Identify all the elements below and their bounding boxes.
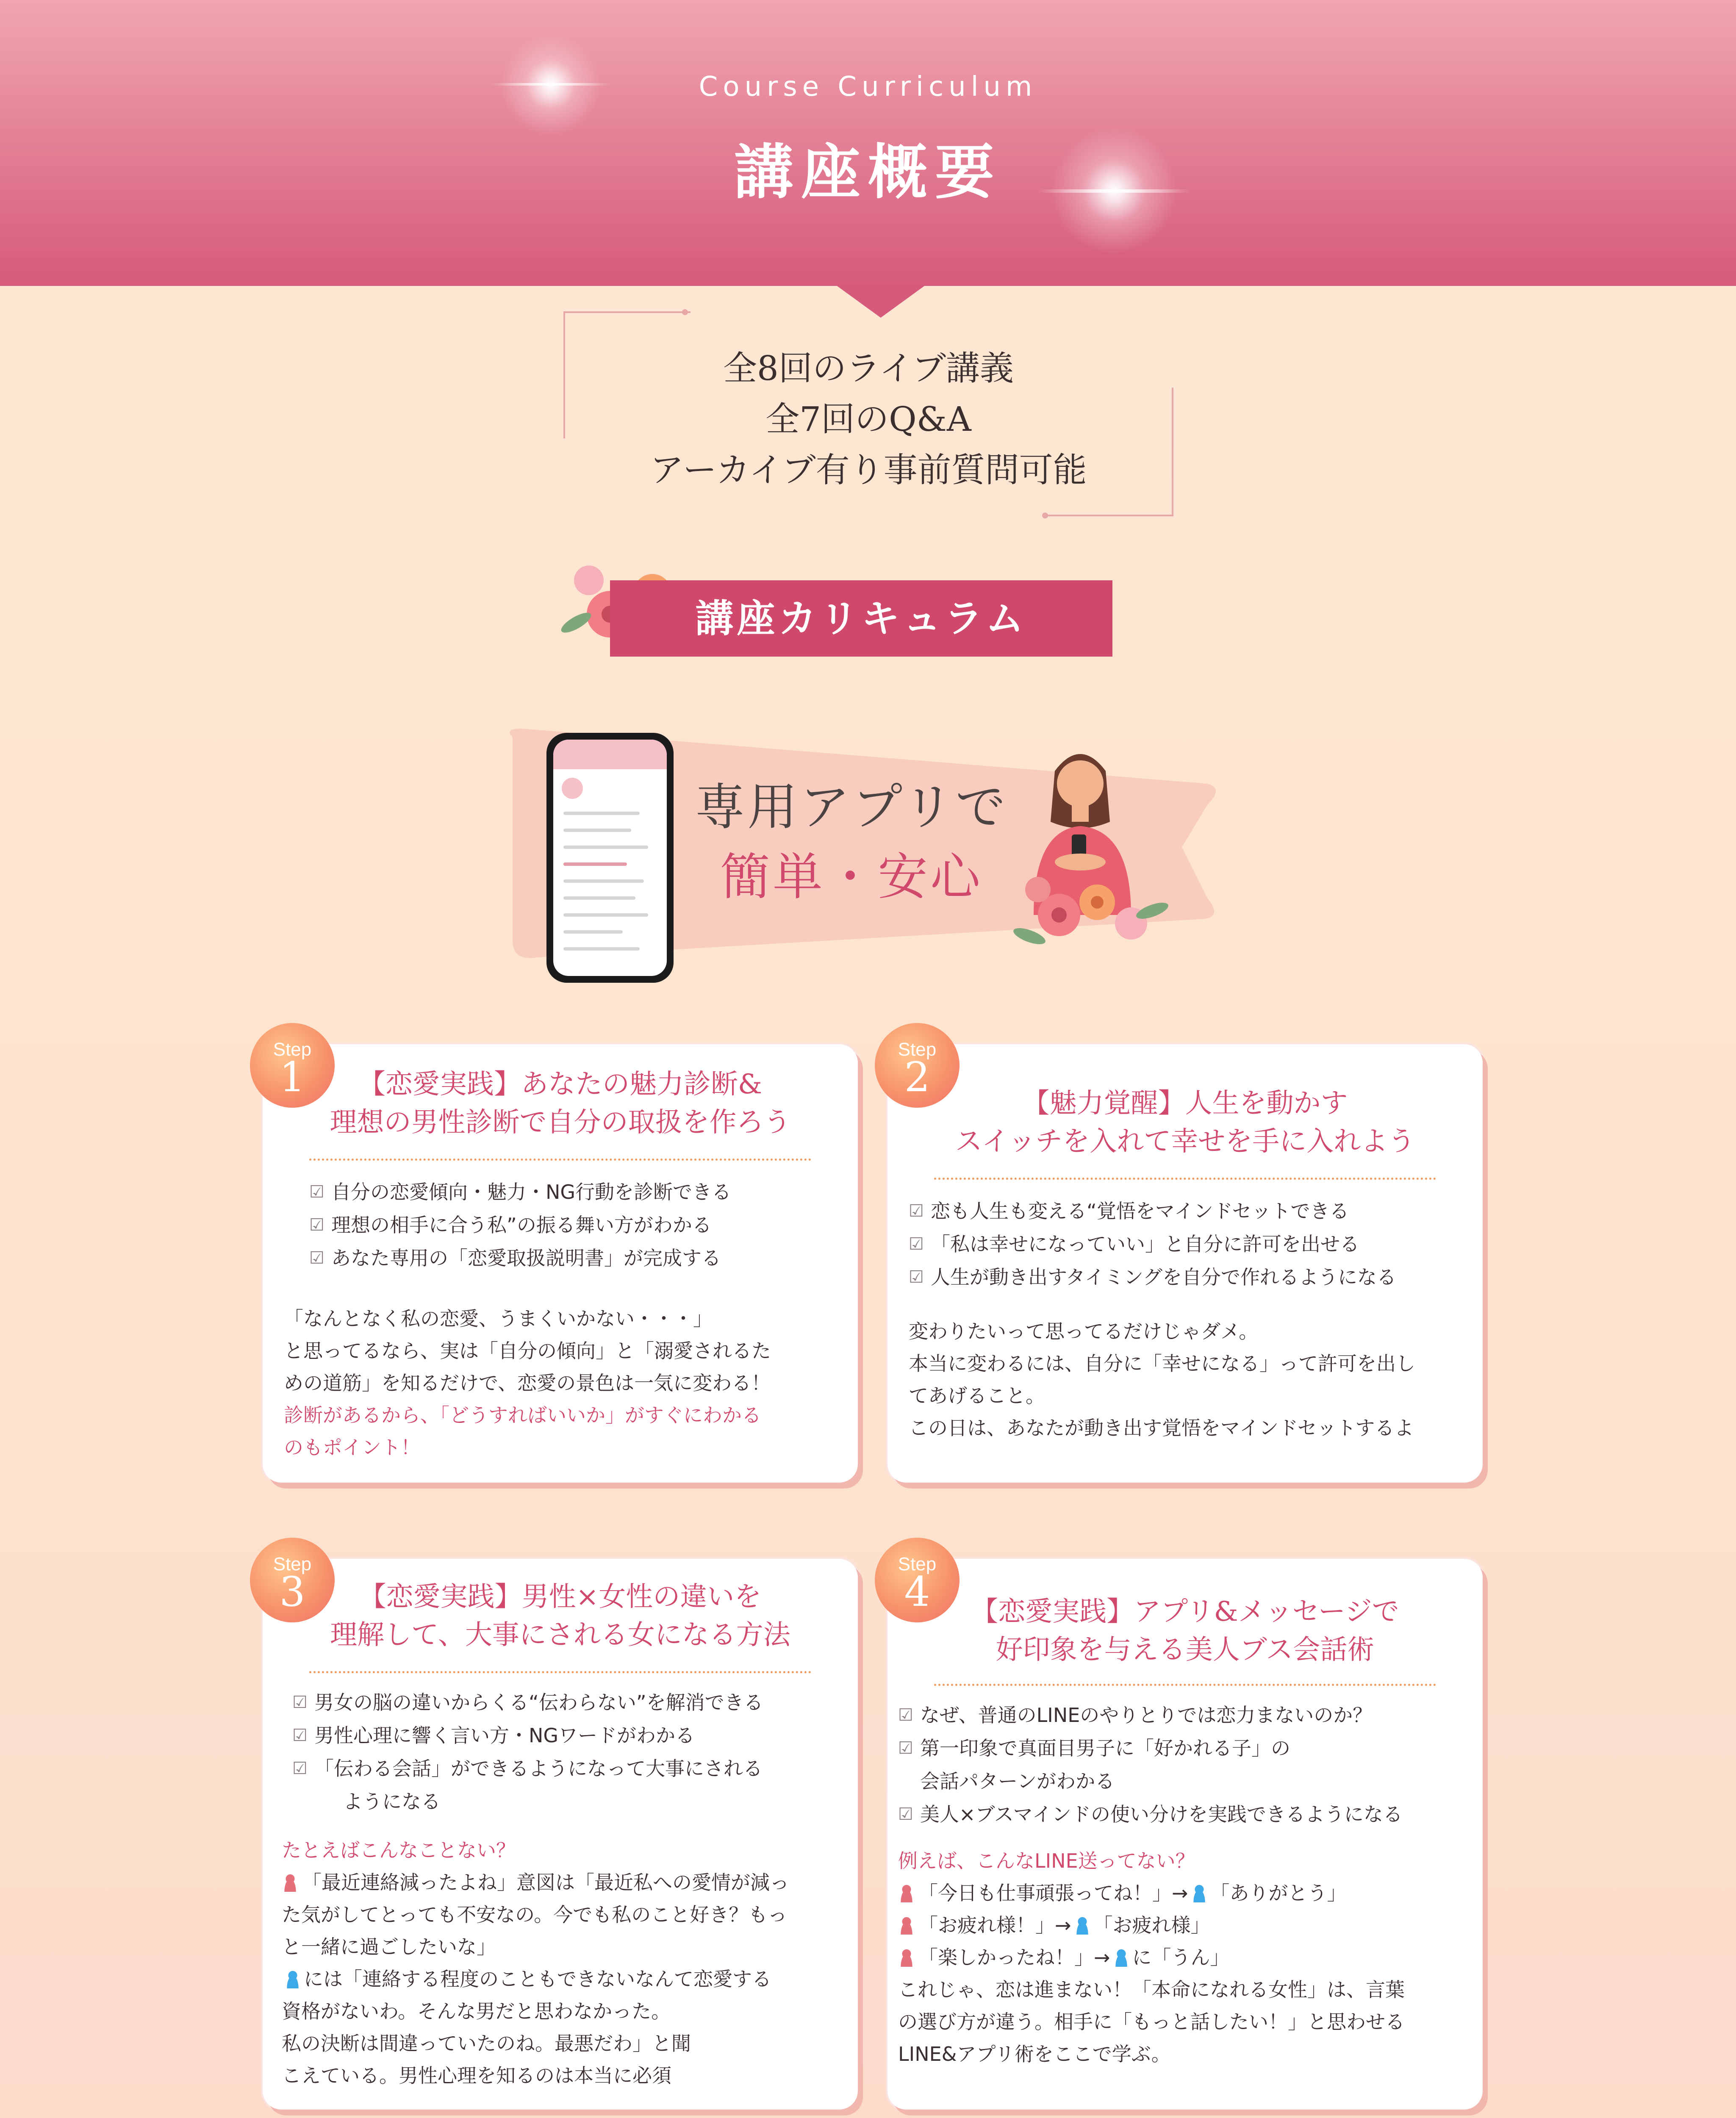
app-promo-line1: 専用アプリで: [695, 778, 1008, 836]
step-title: 【恋愛実践】アプリ&メッセージで: [971, 1596, 1399, 1627]
person-icon: [1191, 1884, 1208, 1902]
check-icon: ☑: [309, 1248, 324, 1268]
list-item: ☑ 「私は幸せになっていい」と自分に許可を出せる: [909, 1228, 1396, 1261]
step-title: スイッチを入れて幸せを手に入れよう: [955, 1126, 1415, 1157]
person-icon: [282, 1873, 299, 1892]
list-item: ☑ 自分の恋愛傾向・魅力・NG行動を診断できる: [309, 1175, 731, 1209]
course-summary: [559, 311, 1178, 532]
check-icon: ☑: [898, 1705, 913, 1725]
list-item: ☑ 人生が動き出すタイミングを自分で作れるようになる: [909, 1261, 1396, 1294]
step-title: 好印象を与える美人ブス会話術: [996, 1634, 1375, 1666]
step-badge: Step 1: [250, 1023, 335, 1108]
check-icon: ☑: [309, 1215, 324, 1235]
step-card-4: [887, 1559, 1483, 2110]
check-icon: ☑: [909, 1267, 924, 1287]
person-icon: [898, 1916, 915, 1935]
step-title: 【魅力覚醒】人生を動かす: [1022, 1088, 1348, 1119]
check-icon: ☑: [292, 1759, 308, 1778]
step-body: 例えば、こんなLINE送ってない？ 「今日も仕事頑張ってね！」→ 「ありがとう」 「お疲れ様！」→ 「お疲れ様」 「楽しかったね！」→ に「うん」 これじゃ、恋は進まない！「本命になれる女性」は、言葉 の選び方が違う。相手に「もっと話したい！」と思わせる LINE&アプリ術をここで学ぶ。: [898, 1849, 1405, 2065]
curriculum-title: 講座カリキュラム: [695, 596, 1027, 641]
divider: [309, 1159, 811, 1161]
benefit-list: [909, 1195, 1396, 1294]
step-title: 【恋愛実践】あなたの魅力診断&: [358, 1069, 762, 1100]
person-icon: [898, 1884, 915, 1902]
list-item: ☑ あなた専用の「恋愛取扱説明書」が完成する: [309, 1242, 731, 1275]
step-title: 理想の男性診断で自分の取扱を作ろう: [330, 1107, 791, 1138]
divider: [934, 1684, 1436, 1686]
benefit-list: [292, 1686, 763, 1818]
benefit-list: [309, 1175, 731, 1275]
check-icon: ☑: [898, 1805, 913, 1824]
step-title: 【恋愛実践】男性×女性の違いを: [359, 1581, 762, 1613]
check-icon: ☑: [309, 1182, 324, 1202]
header-subtitle: Course Curriculum: [699, 71, 1037, 103]
step-body: たとえばこんなことない？ 「最近連絡減ったよね」意図は「最近私への愛情が減っ た気がしてとっても不安なの。今でも私のこと好き？もっ と一緒に過ごしたいな」 には「連絡する程度のこともできないなんて恋愛する 資格がないわ。そんな男だと思わなかった。 私の決断は間違っていたのね。最悪だわ」と聞 こえている。男性心理を知るのは本当に必須: [282, 1839, 789, 2087]
divider: [309, 1671, 811, 1673]
step-body: 「なんとなく私の恋愛、うまくいかない・・・」 と思ってるなら、実は「自分の傾向」と「溺愛されるた めの道筋」を知るだけで、恋愛の景色は一気に変わる！ 診断があるから、「どうすればいいか」がすぐにわかる のもポイント！: [284, 1307, 771, 1459]
list-item: ☑ 理想の相手に合う私”の振る舞い方がわかる: [309, 1209, 731, 1242]
list-item: ☑ なぜ、普通のLINEのやりとりでは恋力まないのか？: [898, 1699, 1403, 1732]
phone-screen: [553, 740, 667, 976]
list-item: ☑ 美人×ブスマインドの使い分けを実践できるようになる: [898, 1798, 1403, 1831]
list-item: ようになる: [343, 1790, 441, 1813]
list-item: ☑ 恋も人生も変える“覚悟をマインドセットできる: [909, 1195, 1396, 1228]
person-icon: [1113, 1948, 1130, 1967]
check-icon: ☑: [909, 1201, 924, 1221]
step-title: 理解して、大事にされる女になる方法: [330, 1619, 790, 1651]
list-item: ☑ 男性心理に響く言い方・NGワードがわかる: [292, 1719, 763, 1752]
list-item: ☑ 第一印象で真面目男子に「好かれる子」の: [898, 1732, 1403, 1765]
benefit-list: [898, 1699, 1403, 1831]
step-card-3: [263, 1559, 858, 2110]
step-badge: Step 3: [250, 1538, 335, 1622]
check-icon: ☑: [292, 1726, 308, 1745]
check-icon: ☑: [909, 1234, 924, 1254]
list-item: 会話パターンがわかる: [920, 1770, 1115, 1793]
app-promo-line2: 簡単・安心: [720, 848, 983, 906]
list-item: ☑ 男女の脳の違いからくる“伝わらない”を解消できる: [292, 1686, 763, 1719]
step-card-2: [887, 1044, 1483, 1483]
step-badge: Step 4: [875, 1538, 960, 1622]
summary-line: 全8回のライブ講義: [723, 349, 1014, 388]
step-card-1: [263, 1044, 858, 1483]
step-badge: Step 2: [875, 1023, 960, 1108]
divider: [934, 1178, 1436, 1180]
flower-bouquet-icon: [1012, 864, 1173, 962]
person-icon: [1074, 1916, 1091, 1935]
list-item: ☑ 「伝わる会話」ができるようになって大事にされる: [292, 1752, 763, 1785]
person-icon: [284, 1970, 301, 1988]
check-icon: ☑: [292, 1693, 308, 1712]
step-body: 変わりたいって思ってるだけじゃダメ。 本当に変わるには、自分に「幸せになる」って許可を出し てあげること。 この日は、あなたが動き出す覚悟をマインドセットするよ: [909, 1320, 1415, 1439]
page-title: 講座概要: [734, 138, 1002, 207]
summary-line: アーカイブ有り事前質問可能: [650, 450, 1087, 490]
person-icon: [898, 1948, 915, 1967]
check-icon: ☑: [898, 1738, 913, 1758]
summary-line: 全7回のQ&A: [765, 399, 971, 439]
